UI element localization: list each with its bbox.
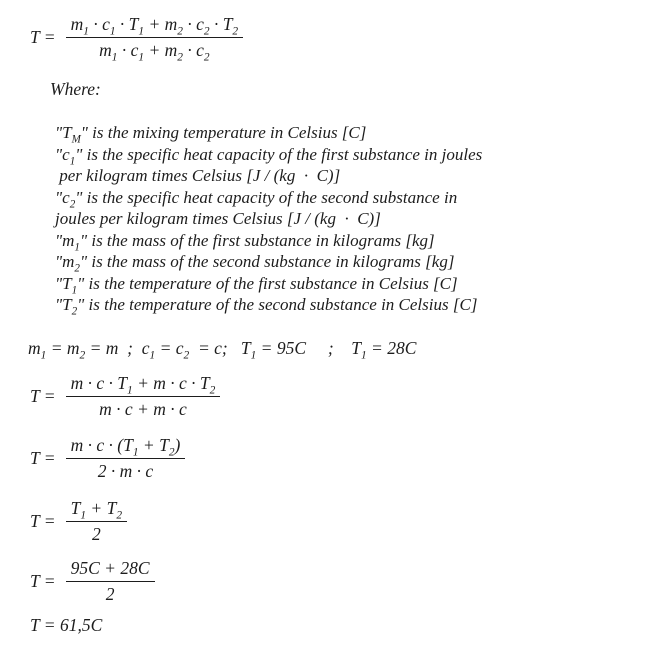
equation-simplified [30, 498, 643, 545]
fraction-numerator: $T_1 + T_2$ [66, 498, 127, 522]
fraction [66, 14, 244, 64]
fraction-numerator: $m_1 \cdot c_1 \cdot T_1 + m_2 \cdot c_2 \cdot T_2$ [66, 14, 244, 38]
equation-lhs: T = [30, 510, 56, 531]
fraction [66, 373, 221, 420]
definition-c1-continued: per kilogram times Celsius [J / (kg · C)] [55, 166, 341, 185]
fraction-numerator: $m \cdot c \cdot T_1 + m \cdot c \cdot T_2$ [66, 373, 221, 397]
fraction-denominator: 2 [91, 523, 101, 544]
fraction-denominator: 2 · m · c [97, 460, 154, 481]
equation-substituted [30, 373, 643, 420]
definition-c2: "$c_2$" is the specific heat capacity of the second substance in [55, 187, 458, 210]
equation-lhs: T = [30, 385, 56, 406]
final-result: T = 61,5C [30, 614, 103, 635]
fraction-numerator: $m \cdot c \cdot (T_1 + T_2)$ [66, 435, 186, 459]
equation-lhs: T = [30, 570, 56, 591]
definition-tm: "$T_M$" is the mixing temperature in Celsius [C] [55, 123, 367, 146]
definition-t2: "$T_2$" is the temperature of the second substance in Celsius [C] [55, 295, 478, 318]
equation-with-values [30, 558, 643, 605]
fraction [66, 498, 127, 545]
equation-factored [30, 435, 643, 482]
fraction-numerator: 95C + 28C [66, 558, 155, 582]
substitution-assumptions: $m_1 = m_2 = m$ ; $c_1 = c_2 = c$; $T_1 = 95C$ ; $T_1 = 28C$ [28, 337, 417, 361]
fraction [66, 558, 155, 605]
fraction [66, 435, 186, 482]
equation-lhs: T = [30, 27, 56, 47]
definition-m2: "$m_2$" is the mass of the second substance in kilograms [kg] [55, 252, 455, 275]
where-heading: Where: [50, 79, 101, 99]
fraction-denominator: 2 [105, 583, 115, 604]
variable-definitions [55, 122, 643, 316]
definition-c1: "$c_1$" is the specific heat capacity of the first substance in joules [55, 144, 483, 167]
equation-mixing-temperature-general [30, 14, 643, 64]
fraction-denominator: m · c + m · c [99, 398, 187, 419]
definition-t1: "$T_1$" is the temperature of the first substance in Celsius [C] [55, 273, 458, 296]
fraction-denominator: $m_1 \cdot c_1 + m_2 \cdot c_2$ [99, 40, 210, 64]
definition-c2-continued: joules per kilogram times Celsius [J / (kg · C)] [55, 209, 381, 228]
equation-lhs: T = [30, 447, 56, 468]
definition-m1: "$m_1$" is the mass of the first substance in kilograms [kg] [55, 230, 435, 253]
